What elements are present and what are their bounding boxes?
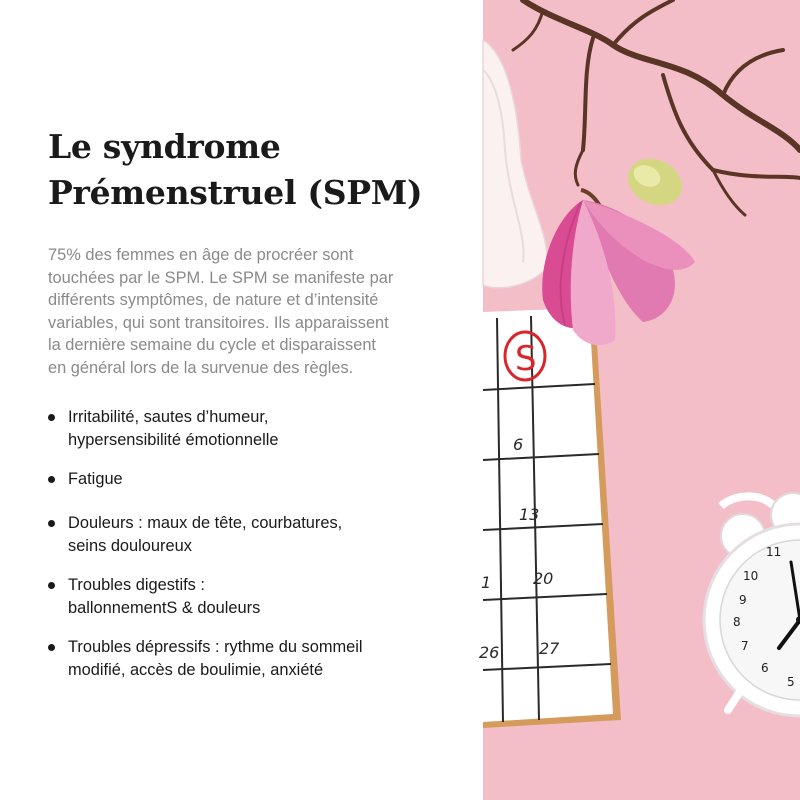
clock-numeral: 7: [741, 639, 749, 653]
calendar-day: 6: [513, 435, 524, 454]
bullet-icon: [48, 520, 55, 527]
calendar-day: 1: [481, 573, 492, 592]
intro-line: touchées par le SPM. Le SPM se manifeste par: [48, 268, 394, 287]
list-item-text: [68, 406, 278, 451]
list-item-text: [68, 636, 363, 681]
list-item-text: [68, 512, 342, 557]
calendar-day: 27: [539, 639, 560, 658]
clock-numeral: 11: [766, 545, 782, 559]
intro-line: variables, qui sont transitoires. Ils apparaissent: [48, 313, 389, 332]
list-item-line: modifié, accès de boulimie, anxiété: [68, 660, 324, 679]
intro-line: 75% des femmes en âge de procréer sont: [48, 246, 354, 264]
list-item-line: Fatigue: [68, 470, 123, 488]
intro-line: la dernière semaine du cycle et disparaissent: [48, 336, 376, 354]
photo-panel: [479, 0, 800, 800]
list-item-line: Troubles digestifs :: [68, 576, 205, 594]
calendar-letter: S: [515, 339, 537, 379]
list-item-line: Douleurs : maux de tête, courbatures,: [68, 514, 343, 532]
clock-numeral: 10: [743, 569, 759, 583]
list-item-line: ballonnementS & douleurs: [68, 598, 261, 617]
clock-numeral: 9: [739, 593, 747, 607]
title-line-1: Le syndrome: [48, 127, 281, 166]
title-line-2: Prémenstruel (SPM): [48, 173, 423, 212]
calendar-day: 13: [519, 505, 540, 524]
calendar-day: 20: [533, 569, 554, 588]
list-item-text: [68, 468, 123, 491]
clock-numeral: 6: [761, 661, 769, 675]
intro-line: différents symptômes, de nature et d’intensité: [48, 291, 379, 309]
list-item-line: Troubles dépressifs : rythme du sommeil: [68, 638, 363, 656]
intro-paragraph: [48, 244, 448, 379]
calendar-day: 26: [479, 643, 500, 662]
list-item-line: seins douloureux: [68, 536, 192, 555]
list-item-text: [68, 574, 260, 619]
clock-numeral: 8: [733, 615, 741, 629]
clock-numeral: 5: [787, 675, 795, 689]
bullet-icon: [48, 476, 55, 483]
list-item-line: Irritabilité, sautes d’humeur,: [68, 408, 269, 426]
bullet-icon: [48, 582, 55, 589]
page-title: [48, 124, 468, 216]
bullet-icon: [48, 644, 55, 651]
menstrual-cycle-photo: [479, 0, 800, 800]
bullet-icon: [48, 414, 55, 421]
list-item-line: hypersensibilité émotionnelle: [68, 430, 279, 449]
intro-line: en général lors de la survenue des règles.: [48, 358, 354, 377]
